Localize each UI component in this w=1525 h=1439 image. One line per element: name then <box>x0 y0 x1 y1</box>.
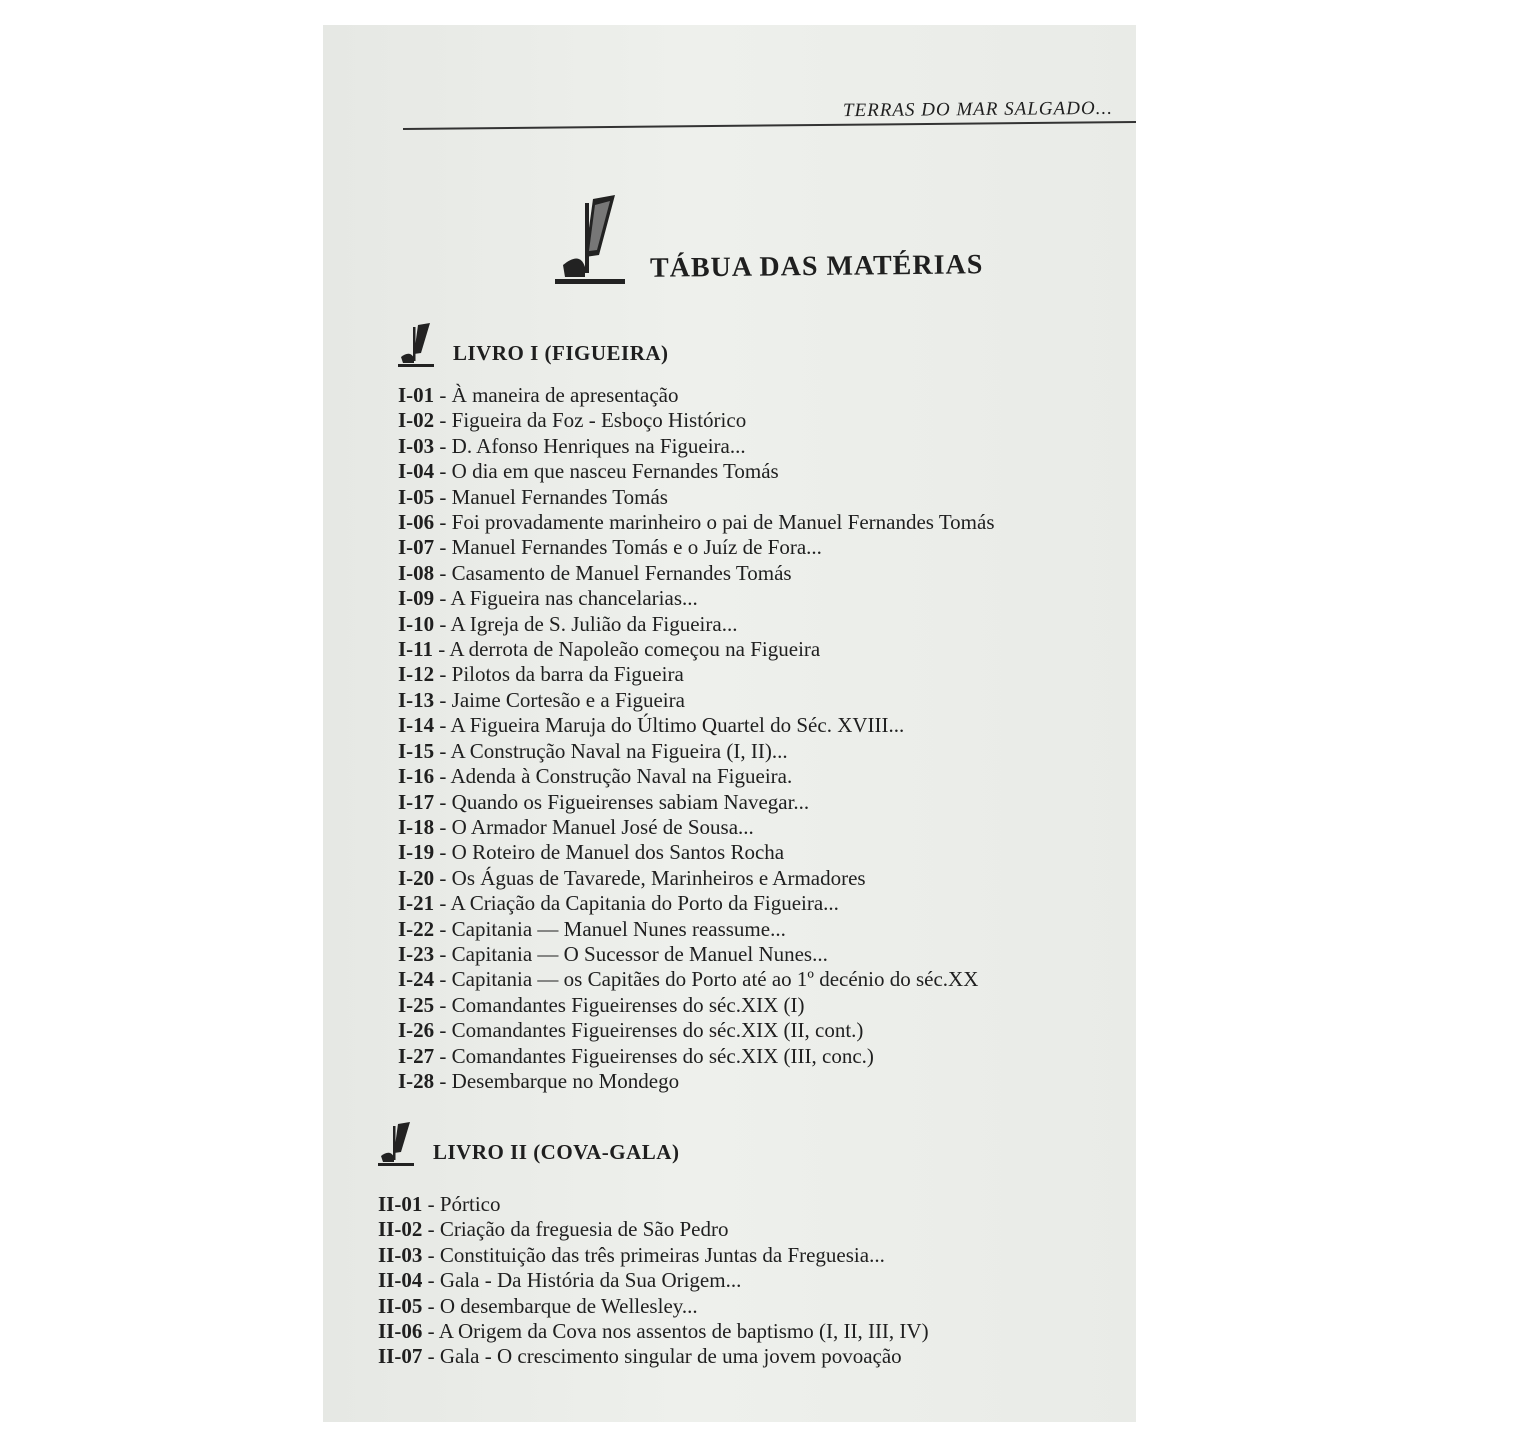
entry-separator: - <box>434 916 452 941</box>
book-page <box>323 25 1136 1422</box>
entry-code: I-13 <box>398 687 435 712</box>
entry-title: Capitania — O Sucessor de Manuel Nunes... <box>451 941 828 966</box>
toc-entry <box>398 383 995 408</box>
entry-title: Comandantes Figueirenses do séc.XIX (II, cont.) <box>451 1018 864 1043</box>
entry-separator: - <box>422 1344 440 1369</box>
toc-entry <box>398 764 995 789</box>
entry-separator: - <box>422 1242 440 1267</box>
entry-code: I-18 <box>398 814 435 839</box>
entry-title: Pilotos da barra da Figueira <box>451 662 684 687</box>
entry-title: Comandantes Figueirenses do séc.XIX (I) <box>451 992 805 1017</box>
running-head: TERRAS DO MAR SALGADO... <box>842 97 1114 122</box>
entry-code: I-26 <box>398 1018 435 1043</box>
entry-title: A Figueira Maruja do Último Quartel do Séc. XVIII... <box>450 713 905 738</box>
entry-code: II-01 <box>378 1192 423 1216</box>
entry-separator: - <box>434 1043 452 1068</box>
entry-code: II-06 <box>378 1319 423 1344</box>
entry-code: I-24 <box>398 967 435 992</box>
entry-code: II-04 <box>378 1268 423 1293</box>
entry-separator: - <box>434 789 452 814</box>
entry-separator: - <box>434 713 451 738</box>
toc-entry <box>398 840 995 865</box>
entry-title: O dia em que nasceu Fernandes Tomás <box>451 459 779 484</box>
entry-code: I-11 <box>398 637 434 662</box>
entry-title: Casamento de Manuel Fernandes Tomás <box>451 560 792 585</box>
entry-separator: - <box>434 687 452 712</box>
entry-title: Criação da freguesia de São Pedro <box>439 1217 729 1242</box>
entry-separator: - <box>434 535 452 560</box>
entry-title: À maneira de apresentação <box>451 383 679 407</box>
entry-separator: - <box>422 1268 440 1293</box>
entry-title: Os Águas de Tavarede, Marinheiros e Armadores <box>451 865 866 890</box>
entry-title: O desembarque de Wellesley... <box>439 1293 698 1318</box>
toc-entry <box>378 1319 929 1344</box>
entry-separator: - <box>434 764 451 789</box>
entry-code: I-22 <box>398 916 435 941</box>
entry-code: I-16 <box>398 764 435 789</box>
entry-code: I-03 <box>398 433 435 458</box>
entry-code: I-07 <box>398 535 435 560</box>
toc-entry <box>378 1243 929 1268</box>
entry-code: I-23 <box>398 941 435 966</box>
entry-title: A Igreja de S. Julião da Figueira... <box>450 611 738 636</box>
entry-code: I-15 <box>398 738 435 763</box>
section-title: LIVRO II (COVA-GALA) <box>433 1140 680 1164</box>
toc-entry <box>398 993 995 1018</box>
page-title: TÁBUA DAS MATÉRIAS <box>649 249 984 284</box>
toc-entry <box>398 434 995 459</box>
sailing-ship-icon <box>398 323 434 367</box>
entry-separator: - <box>434 383 452 407</box>
entry-separator: - <box>434 484 452 509</box>
toc-entry <box>398 942 995 967</box>
entry-separator: - <box>422 1192 440 1216</box>
entry-title: A Origem da Cova nos assentos de baptismo (I, II, III, IV) <box>438 1319 929 1344</box>
toc-entry <box>398 1044 995 1069</box>
entry-title: A Criação da Capitania do Porto da Figueira... <box>450 891 839 916</box>
entry-title: O Armador Manuel José de Sousa... <box>451 814 754 839</box>
entry-code: I-05 <box>398 484 435 509</box>
entry-separator: - <box>434 662 452 687</box>
entry-code: II-07 <box>378 1344 423 1369</box>
toc-entry <box>398 612 995 637</box>
entry-code: II-05 <box>378 1293 423 1318</box>
entry-code: II-03 <box>378 1242 423 1267</box>
entry-separator: - <box>434 510 452 535</box>
entry-title: A derrota de Napoleão começou na Figueira <box>449 637 821 662</box>
entry-separator: - <box>434 992 452 1017</box>
entry-code: I-06 <box>398 510 435 535</box>
toc-entry <box>378 1268 929 1293</box>
entry-title: Desembarque no Mondego <box>451 1068 680 1093</box>
entry-code: I-27 <box>398 1043 435 1068</box>
toc-entry <box>398 917 995 942</box>
entry-title: O Roteiro de Manuel dos Santos Rocha <box>451 840 785 865</box>
toc-entry <box>398 510 995 535</box>
entry-title: Gala - Da História da Sua Origem... <box>439 1268 742 1293</box>
entry-code: II-02 <box>378 1217 423 1242</box>
entry-separator: - <box>434 814 452 839</box>
toc-entry <box>398 561 995 586</box>
entry-title: Figueira da Foz - Esboço Histórico <box>451 408 747 433</box>
toc-entry <box>378 1344 929 1369</box>
entry-title: Gala - O crescimento singular de uma jovem povoação <box>439 1344 902 1369</box>
entry-code: I-19 <box>398 840 435 865</box>
toc-entry <box>398 662 995 687</box>
entry-code: I-02 <box>398 408 435 433</box>
entry-title: Capitania — os Capitães do Porto até ao 1º decénio do séc.XX <box>451 967 979 992</box>
entry-code: I-04 <box>398 459 435 484</box>
entry-separator: - <box>434 967 452 992</box>
entry-separator: - <box>422 1217 440 1242</box>
entry-code: I-17 <box>398 789 435 814</box>
entry-separator: - <box>434 433 452 458</box>
toc-entry <box>398 891 995 916</box>
entry-title: Comandantes Figueirenses do séc.XIX (III, conc.) <box>451 1043 874 1068</box>
entry-separator: - <box>434 865 452 890</box>
toc-entry <box>398 485 995 510</box>
toc-entry <box>398 713 995 738</box>
toc-list <box>378 1192 929 1370</box>
entry-separator: - <box>422 1319 439 1344</box>
entry-title: Manuel Fernandes Tomás <box>451 484 668 509</box>
entry-title: D. Afonso Henriques na Figueira... <box>451 433 746 458</box>
entry-separator: - <box>434 586 451 611</box>
toc-entry <box>398 967 995 992</box>
toc-entry <box>398 459 995 484</box>
toc-entry <box>398 688 995 713</box>
toc-entry <box>378 1192 929 1217</box>
entry-title: Pórtico <box>439 1192 501 1216</box>
entry-code: I-20 <box>398 865 435 890</box>
entry-separator: - <box>434 560 452 585</box>
sailing-ship-icon <box>555 195 625 287</box>
toc-list <box>398 383 995 1094</box>
entry-code: I-10 <box>398 611 435 636</box>
entry-code: I-09 <box>398 586 435 611</box>
entry-title: Adenda à Construção Naval na Figueira. <box>450 764 793 789</box>
entry-separator: - <box>433 637 450 662</box>
entry-separator: - <box>434 1018 452 1043</box>
entry-title: Quando os Figueirenses sabiam Navegar... <box>451 789 810 814</box>
section-title: LIVRO I (FIGUEIRA) <box>453 341 669 365</box>
entry-code: I-08 <box>398 560 435 585</box>
toc-entry <box>378 1294 929 1319</box>
entry-separator: - <box>434 941 452 966</box>
toc-entry <box>398 586 995 611</box>
entry-separator: - <box>434 1068 452 1093</box>
entry-code: I-25 <box>398 992 435 1017</box>
entry-code: I-12 <box>398 662 435 687</box>
toc-entry <box>398 790 995 815</box>
entry-title: Manuel Fernandes Tomás e o Juíz de Fora... <box>451 535 822 560</box>
sailing-ship-icon <box>378 1122 414 1166</box>
entry-separator: - <box>434 840 452 865</box>
entry-separator: - <box>422 1293 440 1318</box>
entry-title: Constituição das três primeiras Juntas da Freguesia... <box>439 1242 885 1267</box>
entry-code: I-01 <box>398 383 435 407</box>
entry-separator: - <box>434 408 452 433</box>
entry-code: I-28 <box>398 1068 435 1093</box>
toc-entry <box>398 1069 995 1094</box>
entry-separator: - <box>434 611 451 636</box>
toc-entry <box>398 1018 995 1043</box>
entry-separator: - <box>434 459 452 484</box>
toc-entry <box>398 739 995 764</box>
entry-code: I-14 <box>398 713 435 738</box>
header-rule <box>403 121 1136 130</box>
entry-separator: - <box>434 891 451 916</box>
entry-title: A Figueira nas chancelarias... <box>450 586 698 611</box>
toc-entry <box>398 866 995 891</box>
toc-entry <box>398 535 995 560</box>
entry-separator: - <box>434 738 451 763</box>
toc-entry <box>378 1217 929 1242</box>
entry-title: Jaime Cortesão e a Figueira <box>451 687 685 712</box>
entry-code: I-21 <box>398 891 435 916</box>
toc-entry <box>398 408 995 433</box>
entry-title: Capitania — Manuel Nunes reassume... <box>451 916 786 941</box>
toc-entry <box>398 815 995 840</box>
entry-title: Foi provadamente marinheiro o pai de Manuel Fernandes Tomás <box>451 510 995 535</box>
toc-entry <box>398 637 995 662</box>
entry-title: A Construção Naval na Figueira (I, II)... <box>450 738 788 763</box>
